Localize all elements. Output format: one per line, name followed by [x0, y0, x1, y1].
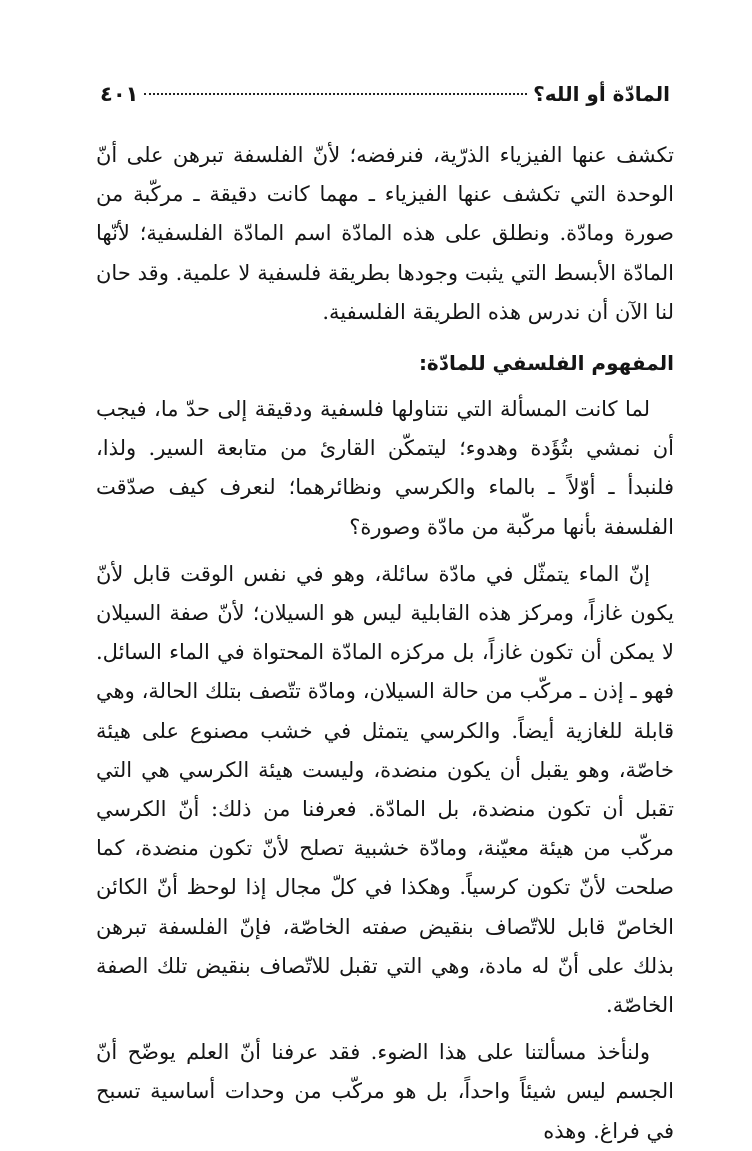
- page-number: ٤٠١: [100, 82, 139, 106]
- section-heading: المفهوم الفلسفي للمادّة:: [418, 351, 674, 376]
- paragraph-4: ولنأخذ مسألتنا على هذا الضوء. فقد عرفنا أنّ العلم يوضّح أنّ الجسم ليس شيئاً واحداً، بل هو مركّب من وحدات أساسية تسبح في فراغ. وهذه: [96, 1040, 674, 1143]
- dot-leader: [144, 93, 527, 95]
- page-body: [96, 136, 674, 1151]
- running-title: المادّة أو الله؟: [533, 82, 670, 106]
- page-header: [100, 82, 670, 118]
- paragraph-1: تكشف عنها الفيزياء الذرّية، فنرفضه؛ لأنّ الفلسفة تبرهن على أنّ الوحدة التي تكشف عنها الفيزياء ـ مهما كانت دقيقة ـ مركّبة من صورة ومادّة. ونطلق على هذه المادّة اسم المادّة الفلسفية؛ لأنّها المادّة الأبسط التي يثبت وجودها بطريقة فلسفية لا علمية. وقد حان لنا الآن أن ندرس هذه الطريقة الفلسفية.: [96, 143, 674, 324]
- paragraph-3: إنّ الماء يتمثّل في مادّة سائلة، وهو في نفس الوقت قابل لأنّ يكون غازاً، ومركز هذه القابلية ليس هو السيلان؛ لأنّ صفة السيلان لا يمكن أن تكون غازاً، بل مركزه المادّة المحتواة في الماء السائل. فهو ـ إذن ـ مركّب من حالة السيلان، ومادّة تتّصف بتلك الحالة، وهي قابلة للغازية أيضاً. والكرسي يتمثل في خشب مصنوع على هيئة خاصّة، وهو يقبل أن يكون منضدة، وليست هيئة الكرسي هي التي تقبل أن تكون منضدة، بل المادّة. فعرفنا من ذلك: أنّ الكرسي مركّب من هيئة معيّنة، ومادّة خشبية تصلح لأنّ تكون منضدة، كما صلحت لأنّ تكون كرسياً. وهكذا في كلّ مجال إذا لوحظ أنّ الكائن الخاصّ قابل للاتّصاف بنقيض صفته الخاصّة، فإنّ الفلسفة تبرهن بذلك على أنّ له مادة، وهي التي تقبل للاتّصاف بنقيض تلك الصفة الخاصّة.: [96, 561, 674, 1018]
- paragraph-2: لما كانت المسألة التي نتناولها فلسفية ودقيقة إلى حدّ ما، فيجب أن نمشي بتُؤَدة وهدوء؛ ليتمكّن القارئ من متابعة السير. ولذا، فلنبدأ ـ أوّلاً ـ بالماء والكرسي ونظائرهما؛ لنعرف كيف صدّقت الفلسفة بأنها مركّبة من مادّة وصورة؟: [96, 397, 674, 539]
